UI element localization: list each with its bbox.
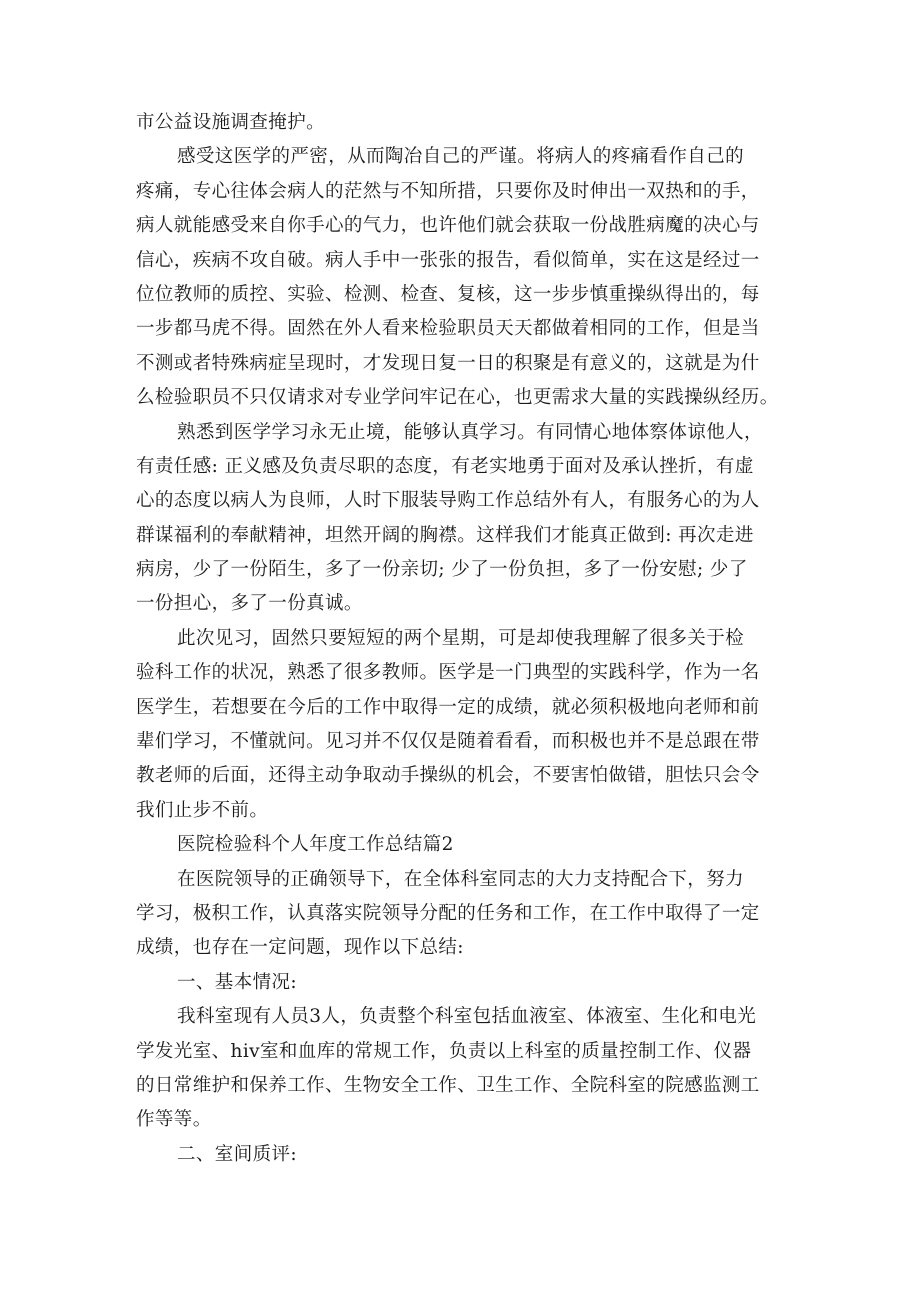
text-line: 市公益设施调查掩护。 <box>136 112 326 133</box>
text-line: 医学生，若想要在今后的工作中取得一定的成绩，就必须积极地向老师和前 <box>136 696 760 718</box>
section-heading: 二、室间质评: <box>177 1143 298 1165</box>
text-line: 的日常维护和保养工作、生物安全工作、卫生工作、全院科室的院感监测工 <box>136 1074 760 1096</box>
text-line: 此次见习，固然只要短短的两个星期，可是却使我理解了很多关于检 <box>177 627 745 649</box>
text-line: 病房，少了一份陌生，多了一份亲切; 少了一份负担，多了一份安慰; 少了 <box>136 559 748 581</box>
text-line: 群谋福利的奉献精神，坦然开阔的胸襟。这样我们才能真正做到: 再次走进 <box>136 524 754 546</box>
text-line: 学习，极积工作，认真落实院领导分配的任务和工作，在工作中取得了一定 <box>136 902 760 924</box>
text-line: 一份担心，多了一份真诚。 <box>136 593 363 615</box>
text-line: 不测或者特殊病症呈现时，才发现日复一日的积聚是有意义的，这就是为什 <box>136 352 760 374</box>
text-line: 有责任感: 正义感及负责尽职的态度，有老实地勇于面对及承认挫折，有虚 <box>136 455 754 477</box>
document-page <box>136 106 796 1172</box>
text-line: 心的态度以病人为良师，人时下服装导购工作总结外有人，有服务心的为人 <box>136 490 760 512</box>
text-line: 教老师的后面，还得主动争取动手操纵的机会，不要害怕做错，胆怯只会令 <box>136 765 760 787</box>
section-heading: 一、基本情况: <box>177 971 298 993</box>
text-line: 我们止步不前。 <box>136 799 269 821</box>
text-line: 作等等。 <box>136 1109 212 1131</box>
text-line: 疼痛，专心往体会病人的茫然与不知所措，只要你及时伸出一双热和的手， <box>136 180 760 202</box>
text-line: 感受这医学的严密，从而陶冶自己的严谨。将病人的疼痛看作自己的 <box>177 146 745 168</box>
text-line: 我科室现有人员3人，负责整个科室包括血液室、体液室、生化和电光 <box>177 1006 757 1028</box>
text-line: 辈们学习，不懂就问。见习并不仅仅是随着看看，而积极也并不是总跟在带 <box>136 731 760 753</box>
text-line: 位位教师的质控、实验、检测、检查、复核，这一步步慎重操纵得出的，每 <box>136 283 760 305</box>
text-line: 成绩，也存在一定问题，现作以下总结: <box>136 937 464 959</box>
text-line: 信心，疾病不攻自破。病人手中一张张的报告，看似简单，实在这是经过一 <box>136 249 760 271</box>
section-title: 医院检验科个人年度工作总结篇2 <box>177 834 454 856</box>
text-line: 在医院领导的正确领导下，在全体科室同志的大力支持配合下，努力 <box>177 868 745 890</box>
text-line: 学发光室、hiv室和血库的常规工作，负责以上科室的质量控制工作、仪器 <box>136 1040 752 1062</box>
text-line: 验科工作的状况，熟悉了很多教师。医学是一门典型的实践科学，作为一名 <box>136 662 760 684</box>
text-line: 熟悉到医学学习永无止境，能够认真学习。有同情心地体察体谅他人， <box>177 421 763 443</box>
text-line: 么检验职员不只仅请求对专业学问牢记在心，也更需求大量的实践操纵经历。 <box>136 387 779 409</box>
text-line: 一步都马虎不得。固然在外人看来检验职员天天都做着相同的工作，但是当 <box>136 318 760 340</box>
text-line: 病人就能感受来自你手心的气力，也许他们就会获取一份战胜病魔的决心与 <box>136 215 760 237</box>
